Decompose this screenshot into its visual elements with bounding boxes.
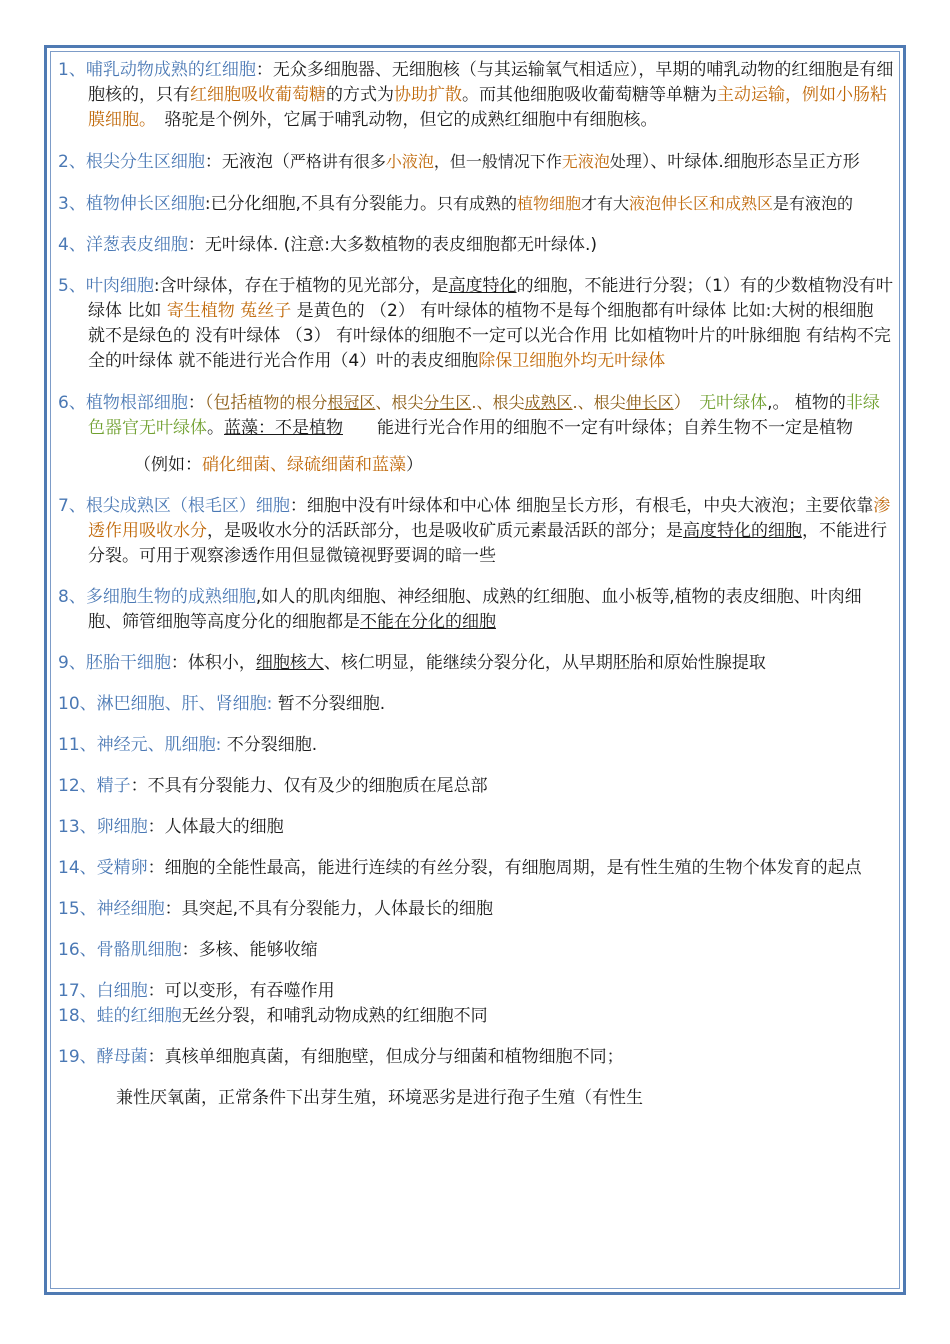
item-6-example: （例如：硝化细菌、绿硫细菌和蓝藻） — [134, 455, 423, 475]
item-13: 13、卵细胞：人体最大的细胞 — [58, 817, 284, 837]
item-15: 15、神经细胞：具突起,不具有分裂能力，人体最长的细胞 — [58, 899, 494, 919]
item-14: 14、受精卵：细胞的全能性最高，能进行连续的有丝分裂，有细胞周期，是有性生殖的生物个体发育的起点 — [58, 858, 862, 878]
item-12: 12、精子：不具有分裂能力、仅有及少的细胞质在尾总部 — [58, 776, 488, 796]
item-8: 8、多细胞生物的成熟细胞,如人的肌肉细胞、神经细胞、成熟的红细胞、血小板等,植物的表皮细胞、叶肉细胞、筛管细胞等高度分化的细胞都是不能在分化的细胞 — [58, 587, 862, 632]
document-body — [58, 58, 894, 1111]
item-5: 5、叶肉细胞:含叶绿体，存在于植物的见光部分，是高度特化的细胞，不能进行分裂；（1）有的少数植物没有叶绿体 比如 寄生植物 菟丝子 是黄色的 （2） 有叶绿体的植物不是每个细胞都有叶绿体 比如:大树的根细胞 就不是绿色的 没有叶绿体 （3） 有叶绿体的细胞不一定可以光合作用 比如植物叶片的叶脉细胞 有结构不完全的叶绿体 就不能进行光合作用（4）叶的表皮细胞除保卫细胞外均无叶绿体 — [58, 276, 893, 371]
item-17: 17、白细胞：可以变形，有吞噬作用 — [58, 981, 335, 1001]
item-10: 10、淋巴细胞、肝、肾细胞: 暂不分裂细胞. — [58, 694, 386, 714]
item-11: 11、神经元、肌细胞: 不分裂细胞. — [58, 735, 318, 755]
item-6: 6、植物根部细胞：（包括植物的根分根冠区、根尖分生区.、根尖成熟区.、根尖伸长区） 无叶绿体,。 植物的非绿色器官无叶绿体。蓝藻：不是植物 能进行光合作用的细胞不一定有叶绿体；自养生物不一定是植物 — [58, 393, 880, 438]
item-16: 16、骨骼肌细胞：多核、能够收缩 — [58, 940, 318, 960]
item-19: 19、酵母菌：真核单细胞真菌，有细胞壁，但成分与细菌和植物细胞不同； — [58, 1047, 624, 1067]
item-1: 1、哺乳动物成熟的红细胞：无众多细胞器、无细胞核（与其运输氧气相适应），早期的哺乳动物的红细胞是有细胞核的，只有红细胞吸收葡萄糖的方式为协助扩散。而其他细胞吸收葡萄糖等单糖为主动运输，例如小肠粘膜细胞。 骆驼是个例外，它属于哺乳动物，但它的成熟红细胞中有细胞核。 — [58, 60, 894, 130]
item-19-continued: 兼性厌氧菌，正常条件下出芽生殖，环境恶劣是进行孢子生殖（有性生 — [116, 1088, 643, 1108]
item-7: 7、根尖成熟区（根毛区）细胞：细胞中没有叶绿体和中心体 细胞呈长方形，有根毛，中央大液泡；主要依靠渗透作用吸收水分，是吸收水分的活跃部分，也是吸收矿质元素最活跃的部分；是高度特化的细胞，不能进行分裂。可用于观察渗透作用但显微镜视野要调的暗一些 — [58, 496, 891, 566]
item-18: 18、蛙的红细胞无丝分裂，和哺乳动物成熟的红细胞不同 — [58, 1006, 488, 1026]
item-2: 2、根尖分生区细胞：无液泡（严格讲有很多小液泡，但一般情况下作无液泡处理）、叶绿体.细胞形态呈正方形 — [58, 152, 860, 172]
item-3: 3、植物伸长区细胞:已分化细胞,不具有分裂能力。只有成熟的植物细胞才有大液泡伸长区和成熟区是有液泡的 — [58, 194, 854, 214]
item-9: 9、胚胎干细胞：体积小，细胞核大、核仁明显，能继续分裂分化，从早期胚胎和原始性腺提取 — [58, 653, 766, 673]
item-4: 4、洋葱表皮细胞：无叶绿体. (注意:大多数植物的表皮细胞都无叶绿体.) — [58, 235, 598, 255]
